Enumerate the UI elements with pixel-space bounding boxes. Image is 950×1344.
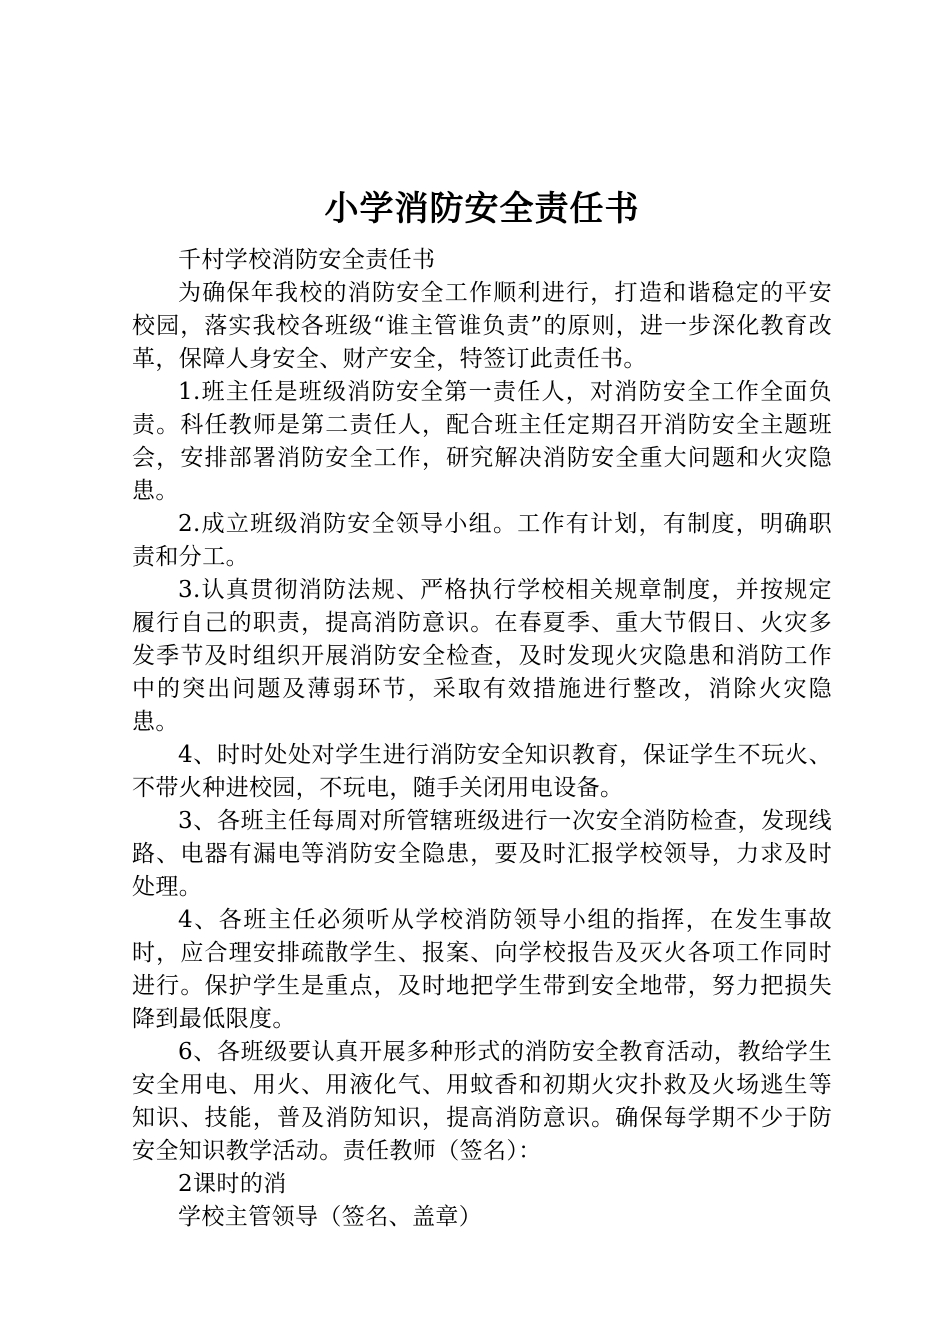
fragment-line: 2课时的消 xyxy=(178,1171,287,1197)
clause-paragraph: 4、时时处处对学生进行消防安全知识教育，保证学生不玩火、不带火种进校园，不玩电，随手关闭用电设备。 xyxy=(132,742,832,801)
document-page xyxy=(132,182,832,1234)
clause-paragraph: 6、各班级要认真开展多种形式的消防安全教育活动，教给学生安全用电、用火、用液化气、用蚊香和初期火灾扑救及火场逃生等知识、技能，普及消防知识，提高消防意识。确保每学期不少于防安全知识教学活动。责任教师（签名）： xyxy=(132,1039,832,1164)
clause-paragraph: 1.班主任是班级消防安全第一责任人，对消防安全工作全面负责。科任教师是第二责任人，配合班主任定期召开消防安全主题班会，安排部署消防安全工作，研究解决消防安全重大问题和火灾隐患。 xyxy=(132,379,832,504)
clause-paragraph: 3、各班主任每周对所管辖班级进行一次安全消防检查，发现线路、电器有漏电等消防安全隐患，要及时汇报学校领导，力求及时处理。 xyxy=(132,808,832,900)
document-title: 小学消防安全责任书 xyxy=(324,189,640,229)
clause-paragraph: 2.成立班级消防安全领导小组。工作有计划，有制度，明确职责和分工。 xyxy=(132,511,832,570)
clause-paragraph: 4、各班主任必须听从学校消防领导小组的指挥，在发生事故时，应合理安排疏散学生、报案、向学校报告及灭火各项工作同时进行。保护学生是重点，及时地把学生带到安全地带，努力把损失降到最低限度。 xyxy=(132,907,832,1032)
intro-paragraph: 为确保年我校的消防安全工作顺利进行，打造和谐稳定的平安校园，落实我校各班级“谁主管谁负责”的原则，进一步深化教育改革，保障人身安全、财产安全，特签订此责任书。 xyxy=(132,280,832,372)
clause-paragraph: 3.认真贯彻消防法规、严格执行学校相关规章制度，并按规定履行自己的职责，提高消防意识。在春夏季、重大节假日、火灾多发季节及时组织开展消防安全检查，及时发现火灾隐患和消防工作中的突出问题及薄弱环节，采取有效措施进行整改，消除火灾隐患。 xyxy=(132,577,832,735)
document-subtitle: 千村学校消防安全责任书 xyxy=(178,247,436,273)
signature-line: 学校主管领导（签名、盖章） xyxy=(178,1204,483,1230)
